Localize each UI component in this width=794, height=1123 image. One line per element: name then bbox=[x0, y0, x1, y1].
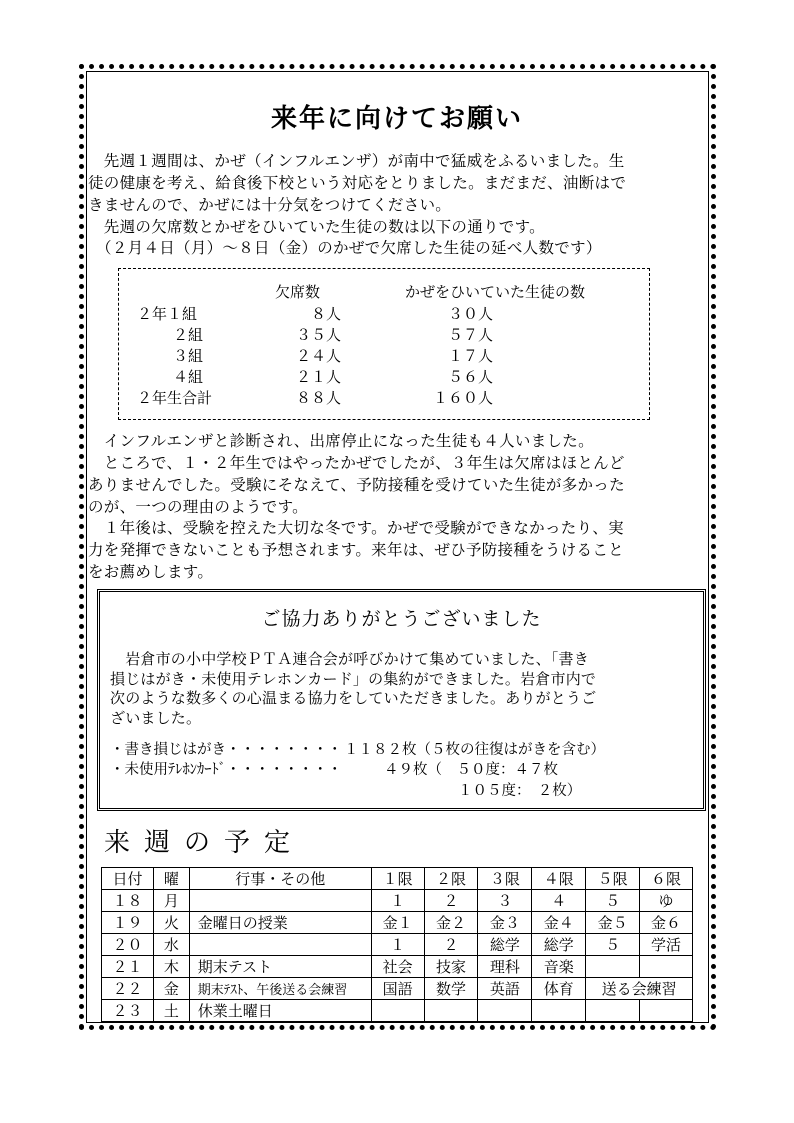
intro-line-4: 先週の欠席数とかぜをひいていた生徒の数は以下の通りです。 bbox=[88, 218, 545, 236]
intro-line-1: 先週１週間は、かぜ（インフルエンザ）が南中で猛威をふるいました。生 bbox=[88, 152, 625, 170]
after-line-5: １年後は、受験を控えた大切な冬です。かぜで受験ができなかったり、実 bbox=[88, 519, 624, 537]
item-telcards-value: ４９枚（ ５０度：４７枚 bbox=[384, 762, 558, 778]
table-row: １８ 月 １ ２ ３ ４ ５ ゆ bbox=[102, 890, 693, 912]
thanks-body: 岩倉市の小中学校ＰＴＡ連合会が呼びかけて集めていました、「書き 損じはがき・未使用テレホンカード」の集約ができました。岩倉市内で 次のような数多くの心温まる協力をしていただきました。ありがとうご ざいました。 bbox=[110, 650, 597, 727]
header-period-5: ５限 bbox=[586, 868, 640, 890]
item-postcards-value: １１８２枚（５枚の往復はがきを含む） bbox=[344, 742, 605, 758]
schedule-table bbox=[101, 867, 693, 1022]
after-line-4: のが、一つの理由のようです。 bbox=[88, 498, 308, 516]
header-date: 日付 bbox=[102, 868, 154, 890]
header-event: 行事・その他 bbox=[189, 868, 371, 890]
table-row: ２２ 金 期末ﾃｽﾄ、午後送る会練習 国語 数学 英語 体育 送る会練習 bbox=[102, 978, 693, 1000]
header-period-3: ３限 bbox=[478, 868, 532, 890]
schedule-header-row bbox=[102, 868, 693, 890]
page-title: 来年に向けてお願い bbox=[270, 104, 523, 134]
thanks-title: ご協力ありがとうございました bbox=[261, 608, 542, 630]
header-period-4: ４限 bbox=[532, 868, 586, 890]
header-period-6: ６限 bbox=[640, 868, 693, 890]
item-telcards-label: ・未使用ﾃﾚﾎﾝｶｰﾄﾞ・・・・・・・・ bbox=[110, 762, 342, 778]
after-line-3: ありませんでした。受験にそなえて、予防接種を受けていた生徒が多かった bbox=[88, 476, 625, 494]
header-flu: かぜをひいていた生徒の数 bbox=[405, 283, 586, 301]
schedule-title: 来週の予定 bbox=[104, 828, 305, 858]
header-period-2: ２限 bbox=[424, 868, 478, 890]
intro-line-3: きませんので、かぜには十分気をつけてください。 bbox=[88, 196, 452, 214]
item-telcards-value-2: １０５度： ２枚） bbox=[458, 783, 582, 799]
header-day: 曜 bbox=[153, 868, 189, 890]
after-line-7: をお薦めします。 bbox=[88, 563, 214, 581]
absence-table-box: 欠席数 かぜをひいていた生徒の数 ２年１組 ８人 ３０人 ２組 ３５人 ５７人 ３組 ２４人 １７人 ４組 ２１人 ５６人 ２年生合計 ８８人 １６０人 bbox=[118, 268, 650, 420]
intro-line-2: 徒の健康を考え、給食後下校という対応をとりました。まだまだ、油断はで bbox=[88, 174, 627, 192]
table-row: １９ 火 金曜日の授業 金１ 金２ 金３ 金４ 金５ 金６ bbox=[102, 912, 693, 934]
table-row: ２０ 水 １ ２ 総学 総学 ５ 学活 bbox=[102, 934, 693, 956]
after-line-6: 力を発揮できないことも予想されます。来年は、ぜひ予防接種をうけること bbox=[88, 541, 624, 559]
table-row: ２１ 木 期末テスト 社会 技家 理科 音楽 bbox=[102, 956, 693, 978]
item-postcards-label: ・書き損じはがき・・・・・・・・ bbox=[110, 742, 342, 758]
thanks-box bbox=[97, 589, 706, 811]
header-absent: 欠席数 bbox=[275, 283, 321, 301]
table-row: ２３ 土 休業土曜日 bbox=[102, 1000, 693, 1022]
intro-line-5: （２月４日（月）～８日（金）のかぜで欠席した生徒の延べ人数です） bbox=[88, 239, 602, 257]
header-period-1: １限 bbox=[371, 868, 424, 890]
after-line-2: ところで、１・２年生ではやったかぜでしたが、３年生は欠席はほとんど bbox=[88, 454, 625, 472]
after-line-1: インフルエンザと診断され、出席停止になった生徒も４人いました。 bbox=[88, 432, 594, 450]
